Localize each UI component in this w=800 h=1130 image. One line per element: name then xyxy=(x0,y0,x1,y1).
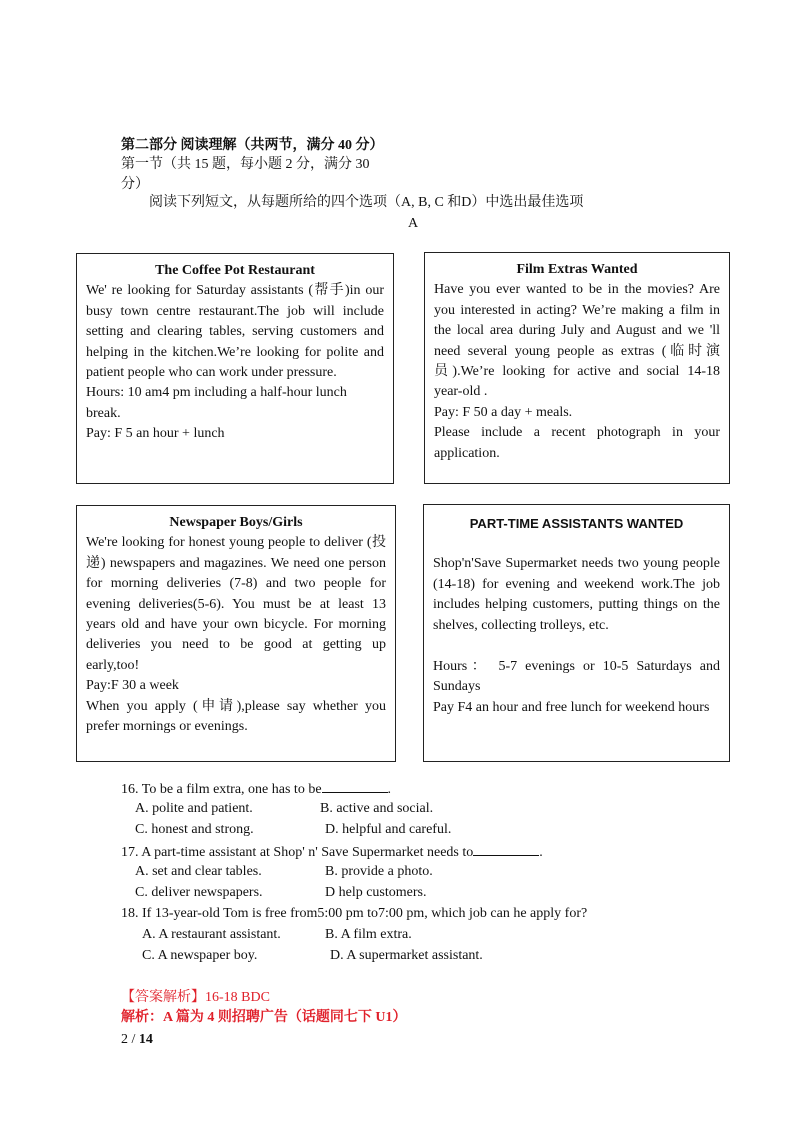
question-stem: 17. A part-time assistant at Shop' n' Save Supermarket needs to xyxy=(121,845,474,860)
ad-pay: Pay: F 50 a day + meals. xyxy=(434,404,573,420)
option: C. deliver newspapers. xyxy=(135,885,263,900)
option: C. honest and strong. xyxy=(135,822,254,837)
ad-coffee-pot xyxy=(76,253,394,484)
ad-body xyxy=(86,533,386,737)
answer-blank xyxy=(473,841,539,856)
page-current: 2 xyxy=(121,1032,128,1047)
question-stem: 18. If 13-year-old Tom is free from5:00 pm to7:00 pm, which job can he apply for? xyxy=(121,906,588,921)
ad-paragraph: When you apply (申请),please say whether you prefer mornings or evenings. xyxy=(86,698,386,735)
question-17 xyxy=(121,841,543,863)
option: A. A restaurant assistant. xyxy=(142,927,281,942)
instruction: 阅读下列短文，从每题所给的四个选项（A, B, C 和D）中选出最佳选项 xyxy=(149,195,584,210)
ad-body xyxy=(434,280,720,464)
option: B. A film extra. xyxy=(325,927,412,942)
question-stem-end: . xyxy=(539,845,543,860)
option: D. A supermarket assistant. xyxy=(330,948,483,963)
ad-newspaper xyxy=(76,505,396,762)
section-info-line2: 分） xyxy=(121,177,149,192)
ad-hours: Hours： 5-7 evenings or 10-5 Saturdays and Sundays xyxy=(433,659,720,695)
passage-label: A xyxy=(408,216,419,231)
ad-body xyxy=(433,554,720,718)
page-total: 14 xyxy=(138,1032,153,1047)
question-stem-end: . xyxy=(387,782,392,797)
ad-paragraph: Please include a recent photograph in your application. xyxy=(434,425,720,461)
ad-body xyxy=(86,281,384,444)
option: B. provide a photo. xyxy=(325,864,433,879)
answer-key: 【答案解析】16-18 BDC xyxy=(121,990,270,1005)
option: C. A newspaper boy. xyxy=(142,948,258,963)
question-16 xyxy=(121,778,391,800)
ad-title: Newspaper Boys/Girls xyxy=(169,515,303,530)
ad-paragraph: We're looking for honest young people to deliver (投递) newspapers and magazines. We need one person for morning deliveries (7-8) and two people for evening deliveries(5-6). You must be at least 13 years old and have your own bicycle. For morning deliveries you need to be good at getting up early,too! xyxy=(86,535,386,673)
ad-pay: Pay: F 5 an hour + lunch xyxy=(86,426,225,442)
page-number xyxy=(121,1030,153,1050)
ad-pay: Pay:F 30 a week xyxy=(86,678,179,694)
ad-title: The Coffee Pot Restaurant xyxy=(155,263,315,278)
page-separator: / xyxy=(128,1032,139,1047)
section-info-line1: 第一节（共 15 题，每小题 2 分，满分 30 xyxy=(121,157,370,172)
part-title: 第二部分 阅读理解（共两节，满分 40 分） xyxy=(121,138,384,153)
ad-paragraph: We' re looking for Saturday assistants (帮手)in our busy town centre restaurant.The job will include setting and clearing tables, serving customers and helping in the kitchen.We’re looking for polite and patient people who can work under pressure. xyxy=(86,283,384,381)
question-stem: 16. To be a film extra, one has to be xyxy=(121,782,322,797)
ad-hours: Hours: 10 am4 pm including a half-hour lunch break. xyxy=(86,385,347,421)
answer-blank xyxy=(322,778,388,793)
answer-explanation: 解析：A 篇为 4 则招聘广告（话题同七下 U1） xyxy=(121,1010,407,1025)
option: A. set and clear tables. xyxy=(135,864,262,879)
ad-supermarket xyxy=(423,504,730,762)
option: A. polite and patient. xyxy=(135,801,253,816)
option: D help customers. xyxy=(325,885,427,900)
ad-paragraph: Shop'n'Save Supermarket needs two young people (14-18) for evening and weekend work.The job includes helping customers, putting things on the shelves, collecting trolleys, etc. xyxy=(433,556,720,633)
ad-title: PART-TIME ASSISTANTS WANTED xyxy=(469,516,684,531)
question-18 xyxy=(121,904,587,924)
ad-film-extras xyxy=(424,252,730,484)
option: D. helpful and careful. xyxy=(325,822,452,837)
option: B. active and social. xyxy=(320,801,434,816)
ad-title: Film Extras Wanted xyxy=(516,262,638,277)
ad-paragraph: Have you ever wanted to be in the movies? Are you interested in acting? We’re making a film in the local area during July and August and we 'll need several young people as extras (临时演员).We’re looking for active and social 14-18 year-old . xyxy=(434,282,720,400)
ad-pay: Pay F4 an hour and free lunch for weekend hours xyxy=(433,699,710,715)
